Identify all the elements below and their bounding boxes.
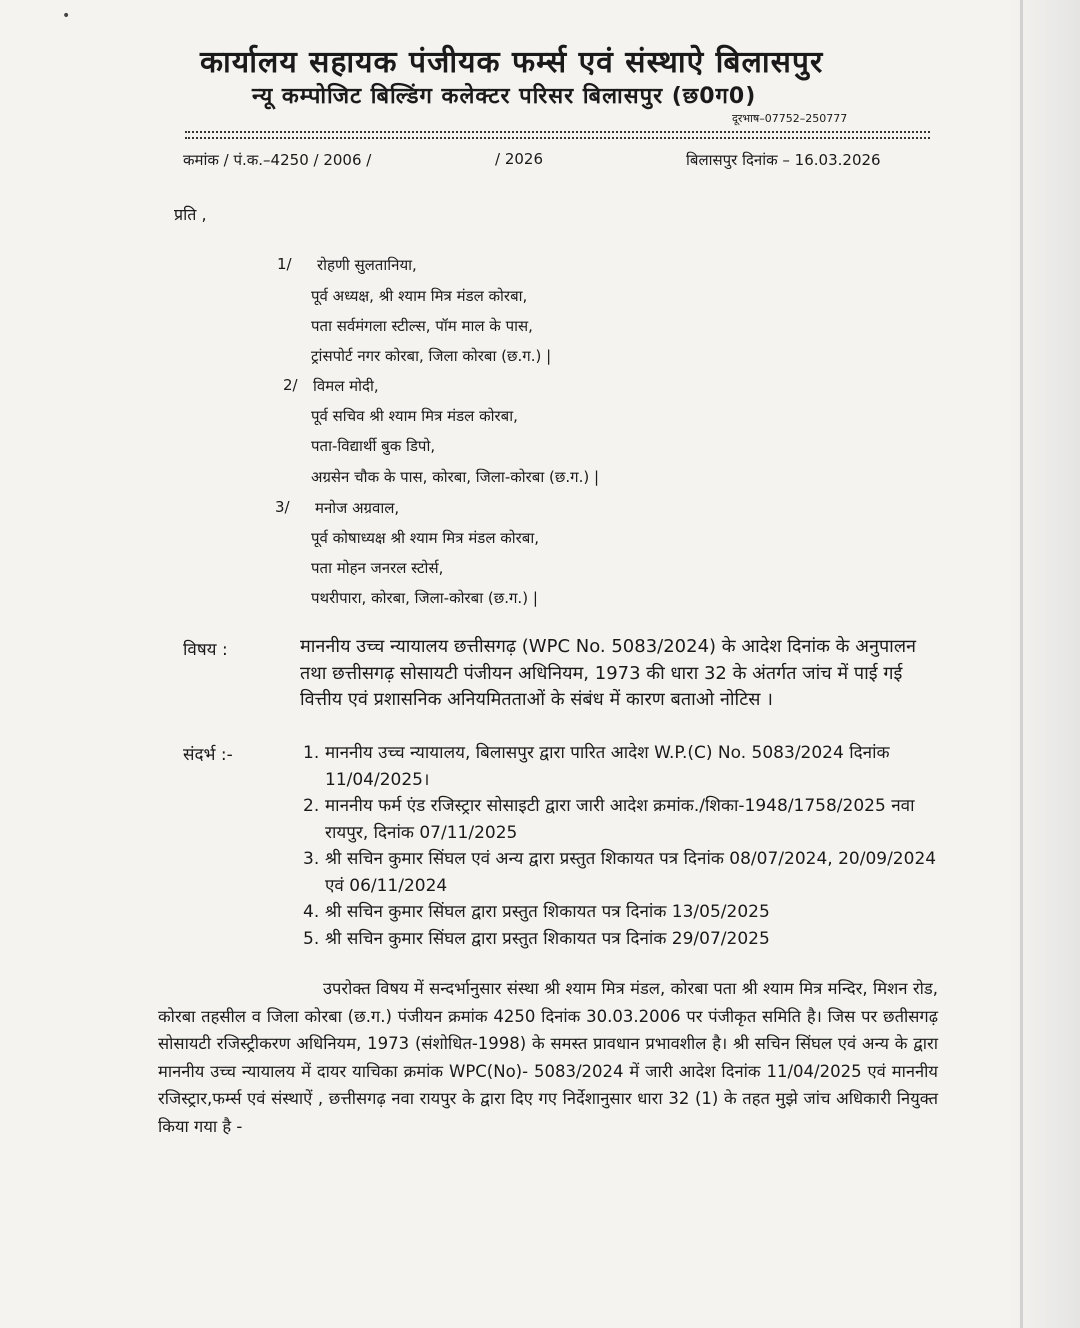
subject-label: विषय : <box>183 640 228 660</box>
recipient-line: पता मोहन जनरल स्टोर्स, <box>311 559 444 577</box>
reference-text: श्री सचिन कुमार सिंघल एवं अन्य द्वारा प्रस्तुत शिकायत पत्र दिनांक 08/07/2024, 20/09/2024 एवं 06/11/2024 <box>325 849 937 896</box>
references-list <box>303 740 953 952</box>
subject-text: माननीय उच्च न्यायालय छत्तीसगढ़ (WPC No. 5083/2024) के आदेश दिनांक के अनुपालन तथा छत्तीसगढ़ सोसायटी पंजीयन अधिनियम, 1973 की धारा 32 के अंतर्गत जांच में पाई गई वित्तीय एवं प्रशासनिक अनियमितताओं के संबंध में कारण बताओ नोटिस । <box>300 636 917 710</box>
reference-item <box>303 740 953 793</box>
reference-item <box>303 899 953 926</box>
scan-mark: • <box>62 8 71 24</box>
salutation: प्रति , <box>174 205 207 224</box>
recipient-number: 3/ <box>275 498 290 516</box>
recipient-name: रोहणी सुलतानिया, <box>317 256 417 274</box>
reference-item <box>303 793 953 846</box>
office-address: न्यू कम्पोजिट बिल्डिंग कलेक्टर परिसर बिलासपुर (छ0ग0) <box>252 84 757 109</box>
reference-number-label: 3. <box>303 849 320 869</box>
reference-item <box>303 846 953 899</box>
reference-number-label: 2. <box>303 796 320 816</box>
recipient-line: ट्रांसपोर्ट नगर कोरबा, जिला कोरबा (छ.ग.) | <box>311 347 552 365</box>
recipient-line: पूर्व अध्यक्ष, श्री श्याम मित्र मंडल कोरबा, <box>311 287 528 305</box>
header-divider <box>185 131 930 139</box>
recipient-line: पता सर्वमंगला स्टील्स, पॉम माल के पास, <box>311 317 533 335</box>
recipient-name: मनोज अग्रवाल, <box>315 499 400 517</box>
reference-number-label: 5. <box>303 928 320 949</box>
recipient-number: 1/ <box>277 255 292 273</box>
recipient-number: 2/ <box>283 376 298 394</box>
references-label: संदर्भ :- <box>183 745 233 765</box>
reference-number: कमांक / पं.क.–4250 / 2006 / <box>183 151 372 169</box>
reference-number-label: 1. <box>303 743 320 763</box>
reference-number-label: 4. <box>303 902 320 922</box>
office-phone: दूरभाष–07752–250777 <box>732 112 848 125</box>
recipient-line: पता-विद्यार्थी बुक डिपो, <box>311 437 436 455</box>
reference-text: माननीय फर्म एंड रजिस्ट्रार सोसाइटी द्वारा जारी आदेश क्रमांक./शिका-1948/1758/2025 नवा रायपुर, दिनांक 07/11/2025 <box>325 796 915 843</box>
reference-text: श्री सचिन कुमार सिंघल द्वारा प्रस्तुत शिकायत पत्र दिनांक 29/07/2025 <box>325 928 770 949</box>
recipient-line: पूर्व कोषाध्यक्ष श्री श्याम मित्र मंडल कोरबा, <box>311 529 540 547</box>
page-edge-line <box>1020 0 1023 1328</box>
reference-year: / 2026 <box>495 150 543 168</box>
reference-text: श्री सचिन कुमार सिंघल द्वारा प्रस्तुत शिकायत पत्र दिनांक 13/05/2025 <box>325 902 770 922</box>
reference-text: माननीय उच्च न्यायालय, बिलासपुर द्वारा पारित आदेश W.P.(C) No. 5083/2024 दिनांक 11/04/2025। <box>325 743 890 790</box>
body-paragraph: उपरोक्त विषय में सन्दर्भानुसार संस्था श्री श्याम मित्र मंडल, कोरबा पता श्री श्याम मित्र मन्दिर, मिशन रोड, कोरबा तहसील व जिला कोरबा (छ.ग.) पंजीयन क्रमांक 4250 दिनांक 30.03.2006 पर पंजीकृत समिति है। जिस पर छतीसगढ़ सोसायटी रजिस्ट्रीकरण अधिनियम, 1973 (संशोधित-1998) के समस्त प्रावधान प्रभावशील है। श्री सचिन सिंघल एवं अन्य के द्वारा माननीय उच्च न्यायालय में दायर याचिका क्रमांक WPC(No)- 5083/2024 में जारी आदेश दिनांक 11/04/2025 एवं माननीय रजिस्ट्रार,फर्म्स एवं संस्थाऐं , छत्तीसगढ़ नवा रायपुर के द्वारा दिए गए निर्देशानुसार धारा 32 (1) के तहत मुझे जांच अधिकारी नियुक्त किया गया है - <box>158 979 938 1136</box>
office-title: कार्यालय सहायक पंजीयक फर्म्स एवं संस्थाऐ बिलासपुर <box>200 45 824 80</box>
place-date: बिलासपुर दिनांक – 16.03.2026 <box>686 151 881 169</box>
recipient-name: विमल मोदी, <box>313 377 379 395</box>
recipient-line: पथरीपारा, कोरबा, जिला-कोरबा (छ.ग.) | <box>311 589 538 607</box>
recipient-line: पूर्व सचिव श्री श्याम मित्र मंडल कोरबा, <box>311 407 518 425</box>
reference-item <box>303 926 953 953</box>
recipient-line: अग्रसेन चौक के पास, कोरबा, जिला-कोरबा (छ.ग.) | <box>311 468 600 486</box>
